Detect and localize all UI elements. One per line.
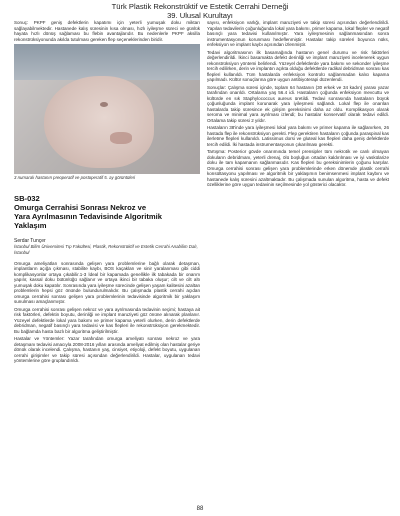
- left-column: [14, 20, 200, 508]
- body-paragraph: Hastalar ve Yöntemler: Yazar tarafından omurga ameliyatı sonrası nekroz ve yara detaşmanı tedavisi amacıyla 2008-2016 yılları arasında ameliyat edilmiş olan hastalar geriye dönük olarak incelendi. Çalışma, hastanın yaş, cinsiyet, etiyoloji, defekt boyutu, uygulanan cerrahi girişimler ve takip süresi açısından değerlendirildi. Hastalar, uygulanan tedavi yöntemlerine göre gruplandırıldı.: [14, 336, 200, 364]
- author-affiliation: İstanbul Bilim Üniversitesi Tıp Fakültesi, Plastik, Rekonstrüktif ve Estetik Cerrahi Anabilim Dalı, İstanbul: [14, 244, 198, 255]
- skin-area: [44, 76, 154, 168]
- body-paragraph: Hastaların 38'inde yara iyileşmesi lokal yara bakımı ve primer kapama ile sağlanırken, 26 hastada flep ile rekonstrüksiyon gerekti. Flep gerektiren hastaların çoğunda paraspinal kas ilerletme flepleri kullanıldı. Latissimus dorsi ve gluteal kas flepleri daha geniş defektlerde tercih edildi. İki hastada instrumentasyonun çıkarılması gerekti.: [207, 125, 389, 147]
- abstract-title-line: Yara Ayrılmasının Tedavisinde Algoritmik: [14, 212, 162, 222]
- right-column: [207, 20, 389, 508]
- scar-mark: [110, 132, 132, 144]
- results-paragraph: Sonuçlar: Çalışma süresi içinde, toplam 64 hastanın (30 erkek ve 34 kadın) yarası yazar tarafından onarıldı. Ortalama yaş 56.4 idi. Hastaların çoğunda enfeksiyon mevcuttu ve kültürde en sık Staphylococcus aureus üretildi. Tedavi sonrasında hastaların büyük çoğunluğunda implant korunarak yara iyileşmesi sağlandı. Lokal flep ile onarılan hastalarda takip süresince ek girişim gereksinimi daha az oldu. Komplikasyon olarak seroma ve minimal yara ayrılması izlendi; bu hastalar konservatif olarak tedavi edildi. Ortalama takip süresi 2 yıldır.: [207, 84, 389, 123]
- surgical-drape: [14, 44, 200, 80]
- body-paragraph: Tedavi algoritmasının ilk basamağında hastanın genel durumu ve risk faktörleri değerlendirildi. İkinci basamakta defekt derinliği ve implant maruziyeti incelenerek uygun rekonstrüksiyon yöntemi belirlendi. Yüzeyel defektlerde yara bakımı ve sekonder iyileşme tercih edilirken, derin ve implantın açıkta olduğu defektlerde radikal debridman sonrası kas flepleri kullanıldı. Tüm hastalarda enfeksiyon kontrolü sağlanmadan kalıcı kapama yapılmadı. Kültür sonuçlarına göre uygun antibiyoterapi düzenlendi.: [207, 49, 389, 82]
- body-paragraph: sayısı, enfeksiyon varlığı, implant maruziyeti ve takip süresi açısından değerlendirildi. Yapılan tedavilerin çoğunluğunda lokal yara bakımı, primer kapama, lokal flepler ve negatif basınçlı yara tedavisi kullanılmıştır. Yara iyileşmesinin sağlanmasından sonra instrumentasyonun korunması hedeflenmiştir. Hastalar takip süreleri boyunca nüks, enfeksiyon ve implant kaybı açısından izlenmiştir.: [207, 20, 389, 47]
- running-header: [0, 2, 400, 20]
- abstract-code: SB-032: [14, 194, 40, 204]
- page-number: 88: [196, 506, 204, 512]
- figure-caption: 3 numaralı hastanın preoperatif ve postoperatif 5. ay görüntüleri: [14, 175, 136, 180]
- running-header-line-1: Türk Plastik Rekonstrüktif ve Estetik Cerrahi Derneği: [111, 2, 289, 11]
- discussion-paragraph: Tartışma: Posterior gövde onarımında temel prensipler tüm nekrotik ve canlı olmayan dokuların debridmanı, yeterli drenaj, ölü boşluğun ortadan kaldırılması ve iyi vaskülarize doku ile tam kapamanın sağlanmasıdır. Kas flepleri bu gereksinimlerin çoğunu karşılar. Omurga cerrahisi sonrası gelişen yara problemlerinde erken dönemde plastik cerrahi konsültasyonu yapılması ve algoritmik bir yaklaşımın benimsenmesi implant kaybını ve hastanede kalış süresini azaltmaktadır. Bu çalışmada sunulan algoritma, hasta ve defekt özelliklerine göre uygun tedavinin seçilmesinde yol gösterici olacaktır.: [207, 149, 389, 187]
- running-header-line-2: 39. Ulusal Kurultayı: [167, 11, 233, 20]
- author-name: Serdar Tunçer: [14, 238, 46, 245]
- patient-photo: [14, 44, 200, 174]
- abstract-title: [14, 203, 200, 230]
- abstract-title-line: Omurga Cerrahisi Sonrası Nekroz ve: [14, 203, 147, 213]
- body-paragraph: Omurga ameliyatları sonrasında gelişen yara problemlerine bağlı olarak detaşman, implantların açığa çıkması, stabilite kaybı, BOS kaçakları ve sinir yaralanması gibi ciddi komplikasyonlar ortaya çıkabilir.1-3 İdeal bir kapamada genellikle ilk tabakada bir onarım yapılır, kassal doku bütünlüğü sağlanır ve ortaya ikinci bir tabaka oluşur; cilt ve cilt altı yumuşak doku kapatılır. Sonrasında yara iyileşme sürecinde gelişen yaşam kalitesini azaltan problemlerin hepsi göz önünde bulundurulmalıdır. Bu çalışmada plastik cerrahi açıdan omurga cerrahisi sonrası gelişen yara problemlerinin tedavisinde algoritmik bir yaklaşım sunulması amaçlanmıştır.: [14, 260, 200, 305]
- conclusion-paragraph: Sonuç: PKPF geniş defektlerin kapatımı için yeterli yumuşak doku miktarı sağlayabilmektedir. Hastanede kalış süresinin kısa olması, hızlı iyileşme süreci ve günlük hayata hızlı dönüş sağlaması bu flebin avantajlarıdır. Bu nedenlerle PKPF aksilla rekonstrüksiyonunda akılda tutulması gereken flep seçeneklerinden biridir.: [14, 20, 200, 42]
- body-paragraph: Omurga cerrahisi sonrası gelişen nekroz ve yara ayrılmasında tedavinin seçimi; hastaya ait risk faktörleri, defektin boyutu, derinliği ve implant maruziyeti göz önüne alınarak planlanır. Yüzeyel defektlerde lokal yara bakımı ve primer kapama yeterli olurken, derin defektlerde debridman, negatif basınçlı yara tedavisi ve kas flepleri ile rekonstrüksiyon gerekmektedir. Bu bağlamda hasta bazlı bir algoritma geliştirilmiştir.: [14, 306, 200, 334]
- abstract-title-line: Yaklaşım: [14, 221, 47, 231]
- navel-mark: [100, 102, 108, 107]
